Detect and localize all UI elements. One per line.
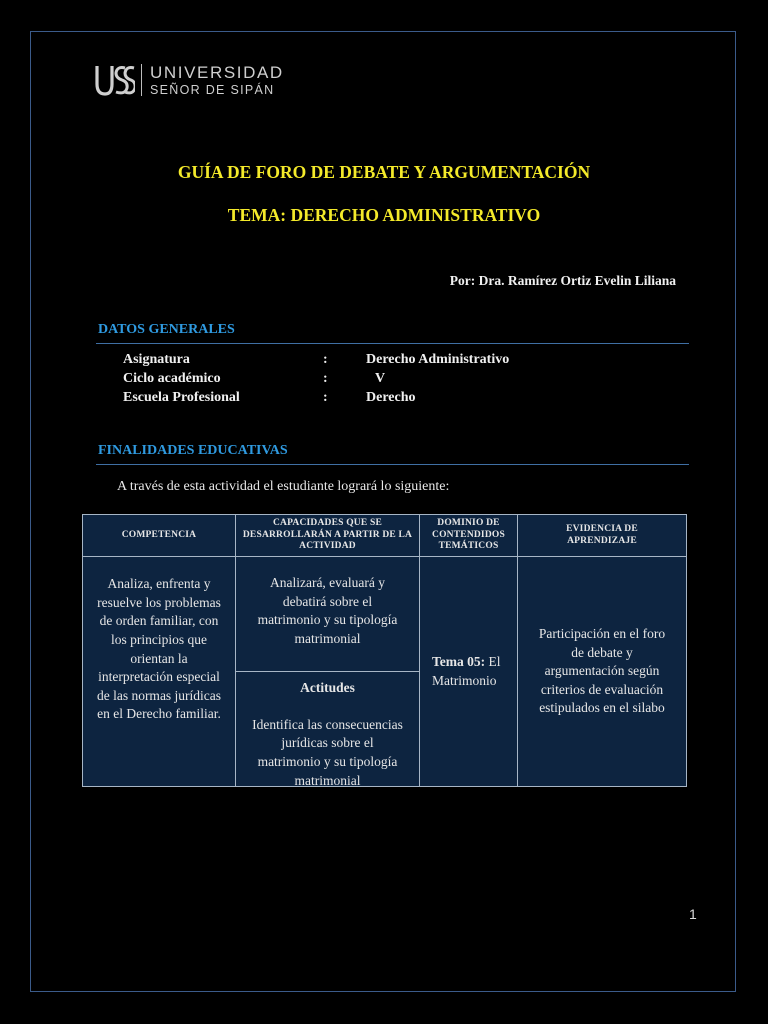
actitudes-text: Identifica las consecuencias jurídicas sobre el matrimonio y su tipología matrimonial bbox=[252, 716, 403, 788]
competencia-cell: Analiza, enfrenta y resuelve los problemas de orden familiar, con los principios que orientan la interpretación especial de las normas jurídicas en el Derecho familiar. bbox=[96, 576, 222, 722]
header-dominio: DOMINIO DE CONTENDIDOS TEMÁTICOS bbox=[432, 518, 505, 552]
section-divider bbox=[96, 343, 689, 344]
document-subtitle: TEMA: DERECHO ADMINISTRATIVO bbox=[227, 205, 541, 225]
intro-text: A través de esta actividad el estudiante logrará lo siguiente: bbox=[117, 479, 450, 494]
evidencia-cell: Participación en el foro de debate y argumentación según criterios de evaluación estipulados en el silabo bbox=[538, 625, 666, 716]
logo-wordmark bbox=[150, 64, 284, 97]
row-value: Derecho Administrativo bbox=[366, 352, 510, 367]
tema-text: El Matrimonio bbox=[432, 653, 501, 688]
row-separator: : bbox=[323, 390, 328, 405]
logo-divider bbox=[141, 64, 142, 96]
section-divider bbox=[96, 464, 689, 465]
page-number: 1 bbox=[689, 906, 697, 922]
uss-logo-icon bbox=[95, 62, 135, 98]
finalidades-heading: FINALIDADES EDUCATIVAS bbox=[98, 443, 288, 458]
header-competencia: COMPETENCIA bbox=[121, 529, 197, 540]
row-label: Asignatura bbox=[123, 352, 190, 367]
header-evidencia: EVIDENCIA DE APRENDIZAJE bbox=[566, 524, 638, 546]
document-title: GUÍA DE FORO DE DEBATE Y ARGUMENTACIÓN bbox=[177, 162, 591, 182]
actitudes-cell bbox=[236, 672, 419, 786]
row-separator: : bbox=[323, 371, 328, 386]
row-separator: : bbox=[323, 352, 328, 367]
actitudes-label: Actitudes bbox=[300, 680, 355, 695]
tema-label: Tema 05: bbox=[432, 653, 486, 669]
capacidades-cell: Analizará, evaluará y debatirá sobre el matrimonio y su tipología matrimonial bbox=[257, 575, 398, 646]
logo-line-2: SEÑOR DE SIPÁN bbox=[150, 82, 275, 97]
tema-content bbox=[432, 653, 505, 690]
university-logo bbox=[95, 62, 284, 98]
header-capacidades: CAPACIDADES QUE SE DESARROLLARÁN A PARTIR DE LA ACTIVIDAD bbox=[242, 518, 413, 552]
row-label: Ciclo académico bbox=[123, 371, 221, 386]
row-value: Derecho bbox=[366, 390, 416, 405]
logo-line-1: UNIVERSIDAD bbox=[150, 62, 284, 82]
datos-generales-heading: DATOS GENERALES bbox=[98, 322, 235, 337]
objectives-table bbox=[82, 514, 687, 787]
author-line: Por: Dra. Ramírez Ortiz Evelin Liliana bbox=[449, 273, 676, 288]
row-value: V bbox=[375, 371, 386, 386]
tema-cell bbox=[420, 557, 517, 786]
row-label: Escuela Profesional bbox=[123, 390, 240, 405]
